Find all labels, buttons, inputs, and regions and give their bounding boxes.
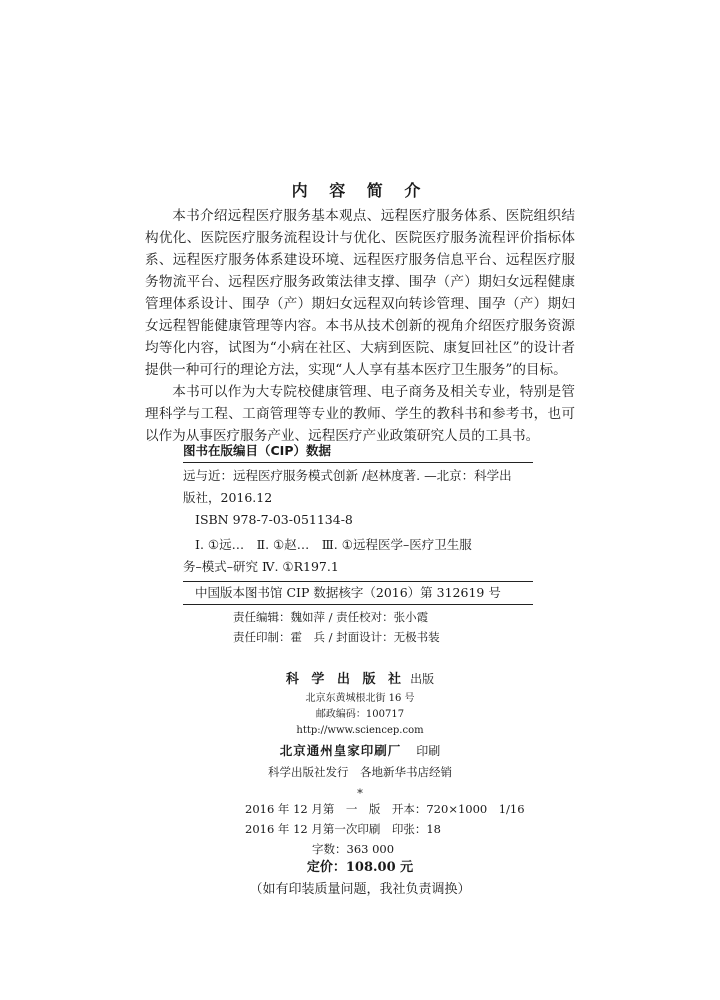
cip-heading: 图书在版编目（CIP）数据: [183, 443, 331, 458]
publisher-name: 科 学 出 版 社: [285, 672, 405, 687]
publisher-address: 北京东黄城根北街 16 号: [305, 693, 415, 704]
price: 定价：108.00 元: [306, 860, 414, 875]
distribution-line: 科学出版社发行 各地新华书店经销: [268, 765, 452, 779]
publisher-line: [0, 668, 720, 690]
printer-name: 北京通州皇家印刷厂: [279, 743, 402, 758]
cip-line-4: Ⅰ. ①远… Ⅱ. ①赵… Ⅲ. ①远程医学–医疗卫生服: [195, 537, 472, 552]
cip-line-1: 远与近：远程医疗服务模式创新 /赵林度著. —北京：科学出: [183, 468, 512, 483]
staff-line-1: 责任编辑：魏如萍 / 责任校对：张小霞: [233, 610, 429, 624]
edition-line-2: 2016 年 12 月第一次印刷 印张：18: [245, 822, 441, 836]
summary-paragraph-1: 本书介绍远程医疗服务基本观点、远程医疗服务体系、医院组织结构优化、医院医疗服务流程设计与优化、医院医疗服务流程评价指标体系、远程医疗服务体系建设环境、远程医疗服务信息平台、远程医疗服务物流平台、远程医疗服务政策法律支撑、围孕（产）期妇女远程健康管理体系设计、围孕（产）期妇女远程双向转诊管理、围孕（产）期妇女远程智能健康管理等内容。本书从技术创新的视角介绍医疗服务资源均等化内容，试图为“小病在社区、大病到医院、康复回社区”的设计者提供一种可行的理论方法，实现“人人享有基本医疗卫生服务”的目标。: [145, 208, 575, 378]
publisher-url: http://www.sciencep.com: [296, 725, 424, 736]
printer-suffix: 印刷: [416, 744, 441, 758]
cip-block: [183, 462, 533, 647]
publisher-postcode: 邮政编码：100717: [315, 709, 405, 720]
replacement-note: （如有印装质量问题，我社负责调换）: [249, 882, 471, 897]
publisher-suffix: 出版: [410, 672, 435, 686]
summary: [145, 205, 575, 447]
cip-record: 中国版本图书馆 CIP 数据核字（2016）第 312619 号: [195, 585, 501, 600]
cip-line-5: 务–模式–研究 Ⅳ. ①R197.1: [183, 559, 339, 574]
cip-bottom-rule: [183, 604, 533, 605]
staff-line-2: 责任印制：霍 兵 / 封面设计：无极书装: [233, 630, 440, 644]
separator-asterisk: *: [357, 786, 363, 800]
word-count: 字数：363 000: [312, 842, 395, 856]
printer-line: [0, 740, 720, 761]
edition-line-1: 2016 年 12 月第 一 版 开本：720×1000 1/16: [245, 802, 525, 816]
cip-line-2: 版社，2016.12: [183, 490, 273, 505]
summary-paragraph-2: 本书可以作为大专院校健康管理、电子商务及相关专业，特别是管理科学与工程、工商管理等专业的教师、学生的教科书和参考书，也可以作为从事医疗服务产业、远程医疗产业政策研究人员的工具书。: [145, 384, 575, 444]
cip-line-3: ISBN 978-7-03-051134-8: [195, 512, 353, 527]
content-title: 内 容 简 介: [291, 181, 429, 200]
